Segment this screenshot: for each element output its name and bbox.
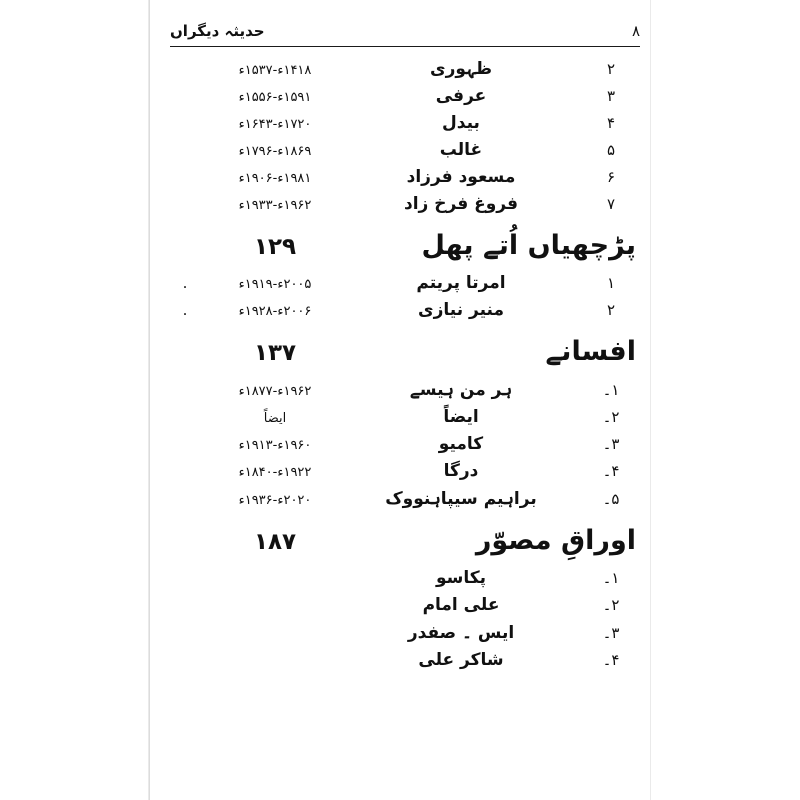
page-content: [170, 0, 640, 800]
toc-entry-row: [170, 140, 640, 160]
toc-entry-row: [170, 86, 640, 106]
toc-entry-row: [170, 194, 640, 214]
entry-number: ۱۔: [602, 569, 620, 587]
entry-years: ۱۹۶۰ء-۱۹۱۳ء: [238, 438, 312, 453]
entry-years: ۲۰۲۰ء-۱۹۳۶ء: [238, 493, 312, 508]
toc-entry-row: [170, 167, 640, 187]
entry-title: امرتا پریتم: [416, 273, 506, 293]
section-title: پڑچھیاں اُتے پھل: [421, 230, 636, 261]
entry-number: ۴۔: [602, 462, 620, 480]
toc-entry-row: [170, 650, 640, 670]
section-heading-row: [170, 230, 640, 261]
entry-title: ظہوری: [430, 59, 492, 79]
entry-years: ۱۹۶۲ء-۱۸۷۷ء: [238, 384, 312, 399]
entry-number: ۱: [606, 274, 616, 292]
toc-entry-row: [170, 434, 640, 454]
section-title: اوراقِ مصوّر: [475, 525, 636, 556]
entry-number: ۵: [606, 141, 616, 159]
section-heading-row: [170, 336, 640, 367]
entry-title: بیدل: [442, 113, 480, 133]
entry-number: ۱۔: [602, 381, 620, 399]
entry-title: ایضاً: [443, 407, 479, 427]
entry-years: ۱۴۱۸ء-۱۵۳۷ء: [238, 63, 312, 78]
section-page-number: ۱۳۷: [253, 340, 297, 366]
entry-number: ۲۔: [602, 408, 620, 426]
entry-title: براہیم سیپاہنووک: [385, 489, 537, 509]
entry-title: شاکر علی: [418, 650, 504, 670]
entry-years: ۱۹۲۲ء-۱۸۴۰ء: [238, 465, 312, 480]
entry-years: ۱۸۶۹ء-۱۷۹۶ء: [238, 144, 312, 159]
toc-entry-row: [170, 407, 640, 427]
entry-title: پکاسو: [435, 568, 487, 588]
entry-number: ۴: [606, 114, 616, 132]
entry-title: درگا: [443, 461, 479, 481]
entry-number: ۳: [606, 87, 616, 105]
header-rule: [170, 46, 640, 47]
entry-years: ایضاً: [263, 411, 287, 426]
entry-title: فروغ فرخ زاد: [403, 194, 519, 214]
entry-title: علی امام: [422, 595, 500, 615]
entry-years: ۱۷۲۰ء-۱۶۴۳ء: [238, 117, 312, 132]
section-page-number: ۱۲۹: [253, 234, 297, 260]
entry-leader-dot: .: [182, 301, 188, 319]
entry-title: غالب: [439, 140, 483, 160]
toc-entry-row: [170, 58, 640, 79]
entry-years: ۲۰۰۵ء-۱۹۱۹ء: [238, 277, 312, 292]
toc-entry-row: [170, 113, 640, 133]
entry-number: ۲: [606, 60, 616, 78]
toc-entry-row: [170, 379, 640, 400]
section-title: افسانے: [545, 336, 636, 367]
entry-number: ۳۔: [602, 624, 620, 642]
entry-years: ۱۵۹۱ء-۱۵۵۶ء: [238, 90, 312, 105]
toc-entry-row: [170, 622, 640, 643]
toc-entry-row: [170, 300, 640, 320]
entry-years: ۱۹۶۲ء-۱۹۳۳ء: [238, 198, 312, 213]
entry-number: ۲۔: [602, 596, 620, 614]
entry-number: ۳۔: [602, 435, 620, 453]
entry-number: ۲: [606, 301, 616, 319]
toc-entry-row: [170, 273, 640, 293]
entry-number: ۶: [606, 168, 616, 186]
running-header: [170, 22, 640, 40]
section-heading-row: [170, 525, 640, 556]
entry-title: ایس ۔ صفدر: [407, 623, 515, 643]
entry-title: منیر نیازی: [418, 300, 504, 320]
toc-entry-row: [170, 461, 640, 481]
entry-number: ۷: [606, 195, 616, 213]
entry-leader-dot: .: [182, 274, 188, 292]
entry-years: ۲۰۰۶ء-۱۹۲۸ء: [238, 304, 312, 319]
page-number: ۸: [631, 22, 640, 40]
entry-title: کامیو: [438, 434, 484, 454]
toc-entry-row: [170, 595, 640, 615]
entry-title: عرفی: [435, 86, 487, 106]
book-title: حدیثہ دیگراں: [170, 22, 265, 40]
entry-number: ۵۔: [602, 490, 620, 508]
toc-entry-row: [170, 568, 640, 588]
entry-title: ہر من ہیسے: [409, 380, 513, 400]
entry-years: ۱۹۸۱ء-۱۹۰۶ء: [238, 171, 312, 186]
entry-title: مسعود فرزاد: [406, 167, 516, 187]
entry-number: ۴۔: [602, 651, 620, 669]
toc-entry-row: [170, 488, 640, 509]
section-page-number: ۱۸۷: [253, 529, 297, 555]
table-of-contents: [170, 58, 640, 677]
